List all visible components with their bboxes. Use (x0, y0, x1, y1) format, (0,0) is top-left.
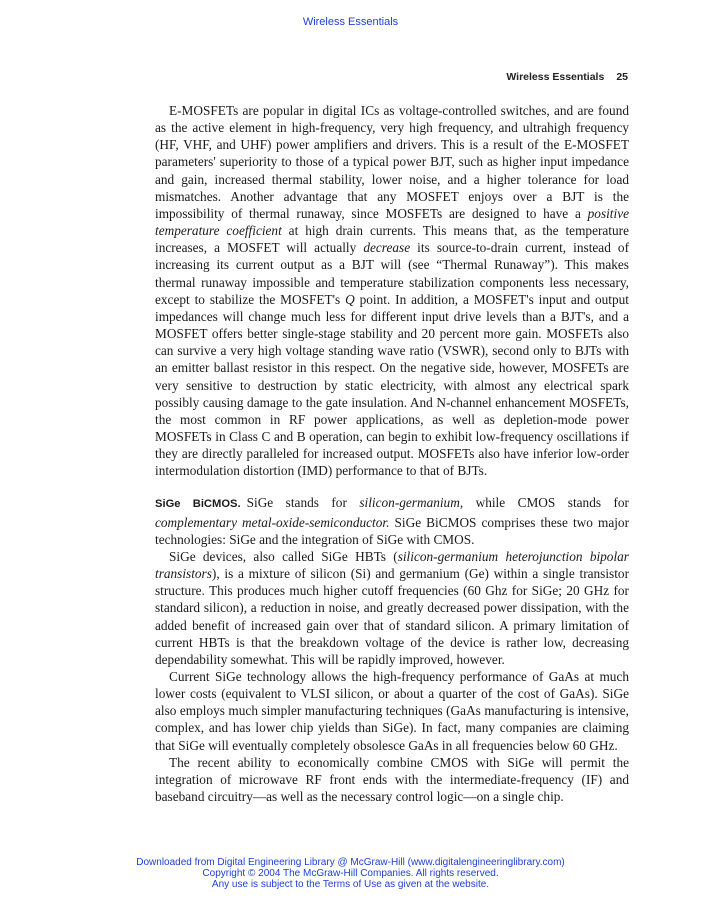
top-header-link[interactable]: Wireless Essentials (302, 16, 399, 28)
running-title: Wireless Essentials (506, 71, 605, 83)
footer-terms[interactable]: Any use is subject to the Terms of Use as given at the website. (211, 879, 490, 890)
footer-copyright: Copyright © 2004 The McGraw-Hill Companies. All rights reserved. (202, 868, 499, 879)
paragraph-sige-hbt: SiGe devices, also called SiGe HBTs (silicon-germanium heterojunction bipolar transistors), is a mixture of silicon (Si) and germanium (Ge) within a single transistor structure. This produces much higher cutoff frequencies (60 Ghz for SiGe; 20 GHz for standard silicon), a reduction in noise, and greatly decreased power dissipation, with the added benefit of increased gain over that of standard silicon. A primary limitation of current HBTs is that the breakdown voltage of the device is rather low, decreasing dependability somewhat. This will be rapidly improved, however. (155, 548, 629, 667)
body-text (155, 102, 629, 805)
paragraph-emosfet: E-MOSFETs are popular in digital ICs as voltage-controlled switches, and are found as the active element in high-frequency, very high frequency, and ultrahigh frequency (HF, VHF, and UHF) power amplifiers and drivers. This is a result of the E-MOSFET parameters' superiority to those of a typical power BJT, such as higher input impedance and gain, increased thermal stability, lower noise, and a higher tolerance for load mismatches. Another advantage that any MOSFET enjoys over a BJT is the impossibility of thermal runaway, since MOSFETs are designed to have a positive temperature coefficient at high drain currents. This means that, as the temperature increases, a MOSFET will actually decrease its source-to-drain current, instead of increasing its current output as a BJT will (see “Thermal Runaway”). This makes thermal runaway impossible and temperature stabilization components less necessary, except to stabilize the MOSFET's Q point. In addition, a MOSFET's input and output impedances will change much less for different input drive levels than a BJT's, and a MOSFET offers better single-stage stability and 20 percent more gain. MOSFETs also can survive a very high voltage standing wave ratio (VSWR), second only to BJTs with an emitter ballast resistor in this respect. On the negative side, however, MOSFETs are very sensitive to destruction by static electricity, with almost any electrical spark possibly causing damage to the gate insulation. And N-channel enhancement MOSFETs, the most common in RF power applications, as well as depletion-mode power MOSFETs in Class C and B operation, can begin to exhibit low-frequency oscillations if they are directly paralleled for increased output. MOSFETs also have inferior low-order intermodulation distortion (IMD) performance to that of BJTs. (155, 103, 629, 479)
paragraph-cmos-integration: The recent ability to economically combine CMOS with SiGe will permit the integration of microwave RF front ends with the intermediate-frequency (IF) and baseband circuitry—as well as the necessary control logic—on a single chip. (155, 754, 629, 805)
page-number: 25 (616, 71, 628, 83)
running-header (506, 71, 628, 83)
footer-download-link[interactable]: Downloaded from Digital Engineering Library @ McGraw-Hill (www.digitalengineeringlibrary.com) (136, 857, 565, 868)
paragraph-sige-cost: Current SiGe technology allows the high-frequency performance of GaAs at much lower costs (equivalent to VLSI silicon, or about a quarter of the cost of GaAs). SiGe also employs much simpler manufacturing techniques (GaAs manufacturing is intensive, complex, and has lower chip yields than SiGe). In fact, many companies are claiming that SiGe will eventually completely obsolesce GaAs in all frequencies below 60 GHz. (155, 669, 629, 753)
paragraph-sige-bicmos: SiGe BiCMOS. SiGe stands for silicon-germanium, while CMOS stands for complementary metal-oxide-semiconductor. SiGe BiCMOS comprises these two major technologies: SiGe and the integration of SiGe with CMOS. (155, 495, 630, 547)
section-heading-sige-bicmos: SiGe BiCMOS. (155, 498, 241, 511)
footer-notice (0, 857, 701, 890)
